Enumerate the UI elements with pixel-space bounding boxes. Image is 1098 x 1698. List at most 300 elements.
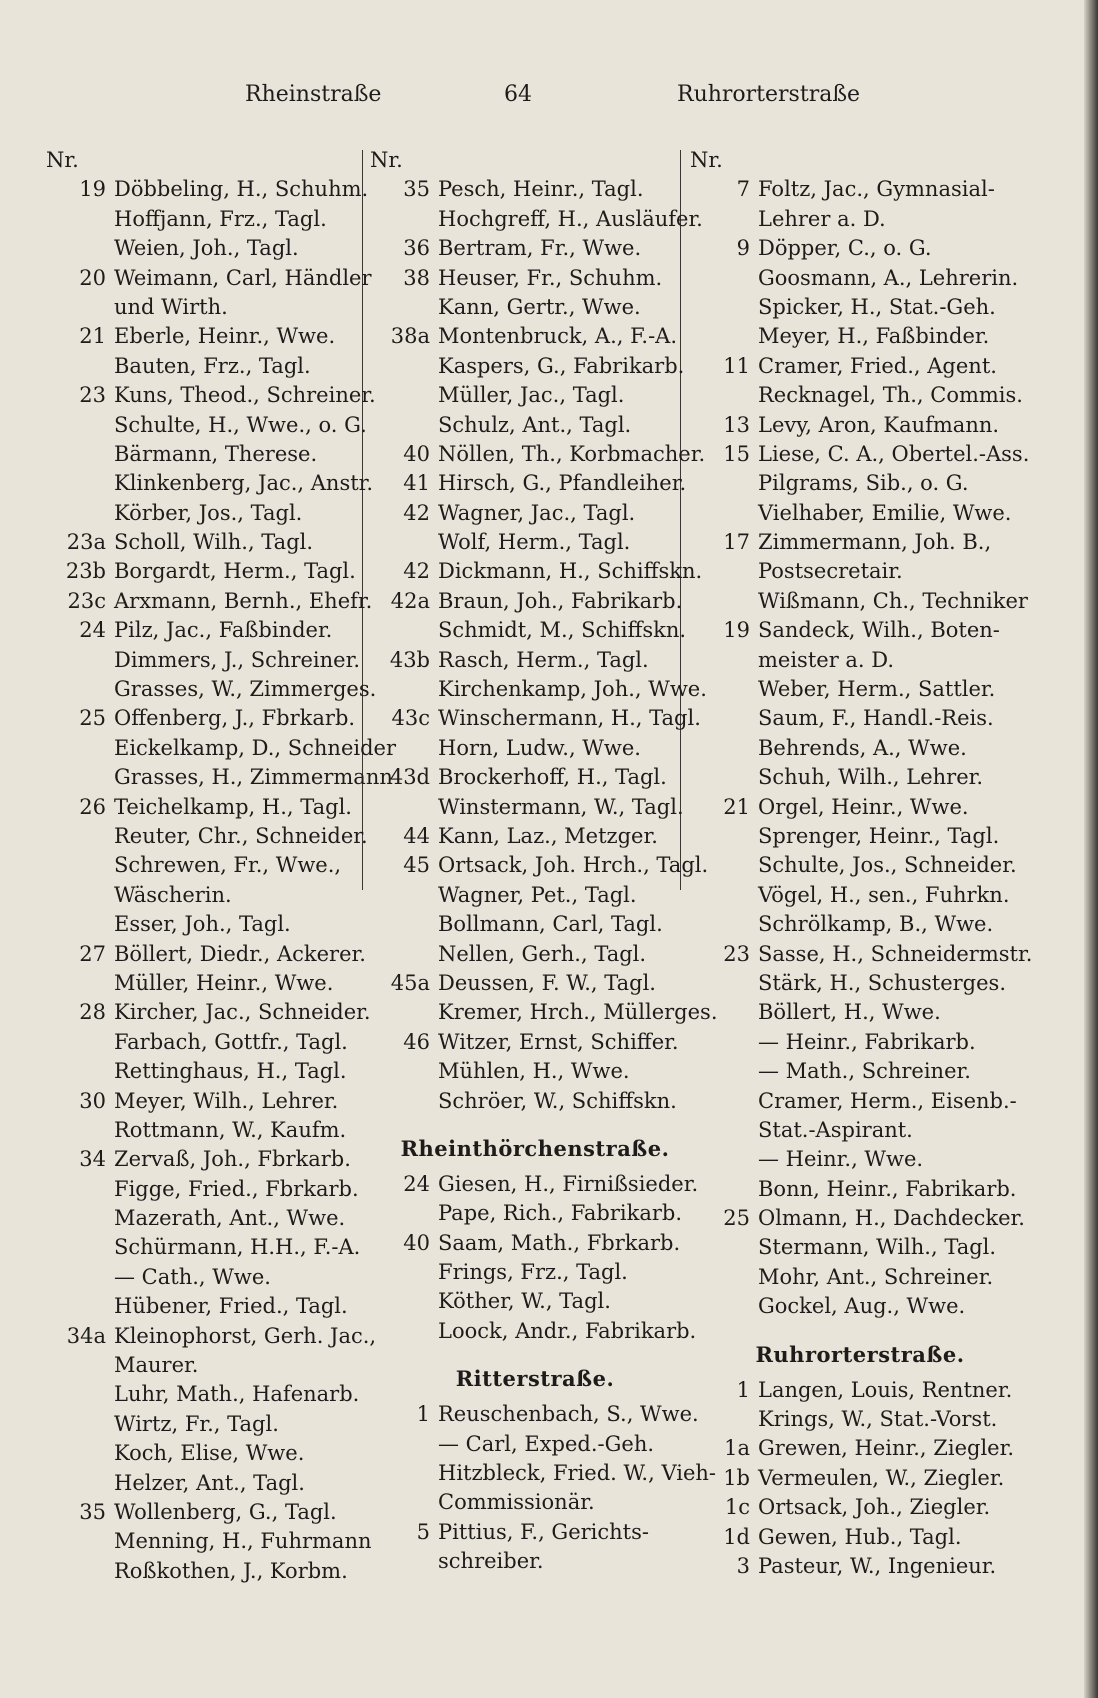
house-number xyxy=(690,704,758,733)
house-number xyxy=(370,352,438,381)
directory-entry xyxy=(46,205,376,234)
directory-entry xyxy=(46,175,376,204)
resident-entry: Kircher, Jac., Schneider. xyxy=(114,1000,371,1025)
resident-entry: Saum, F., Handl.-Reis. xyxy=(758,706,994,731)
house-number xyxy=(46,411,114,440)
directory-entry xyxy=(690,381,1030,410)
column-2 xyxy=(370,146,718,1577)
directory-entry xyxy=(690,322,1030,351)
house-number: 21 xyxy=(79,324,106,349)
house-number xyxy=(46,1380,114,1409)
resident-entry: Döpper, C., o. G. xyxy=(758,236,932,261)
resident-entry: Hirsch, G., Pfandleiher. xyxy=(438,471,687,496)
resident-entry: Pilgrams, Sib., o. G. xyxy=(758,471,969,496)
directory-entry xyxy=(690,1233,1030,1262)
house-number xyxy=(690,1116,758,1145)
house-number xyxy=(46,881,114,910)
house-number: 23 xyxy=(79,383,106,408)
house-number xyxy=(690,910,758,939)
resident-entry: Postsecretair. xyxy=(758,559,903,584)
directory-entry xyxy=(370,1547,700,1576)
resident-entry: Grasses, W., Zimmerges. xyxy=(114,677,377,702)
directory-entry xyxy=(370,793,700,822)
house-number xyxy=(46,293,114,322)
resident-entry: Cramer, Herm., Eisenb.- xyxy=(758,1088,1017,1113)
directory-entry xyxy=(690,1434,1030,1463)
resident-entry: Langen, Louis, Rentner. xyxy=(758,1377,1013,1402)
directory-entry xyxy=(46,734,396,763)
resident-entry: Kaspers, G., Fabrikarb. xyxy=(438,353,685,378)
directory-entry xyxy=(370,1488,700,1517)
resident-entry: Vermeulen, W., Ziegler. xyxy=(758,1465,1005,1490)
directory-entry xyxy=(46,1292,376,1321)
house-number: 9 xyxy=(736,236,750,261)
house-number xyxy=(370,1287,438,1316)
resident-entry: Schulz, Ant., Tagl. xyxy=(438,412,632,437)
house-number: 38a xyxy=(390,324,430,349)
house-number xyxy=(690,1087,758,1116)
house-number: 34 xyxy=(79,1147,106,1172)
directory-entry xyxy=(46,646,376,675)
directory-entry xyxy=(370,1287,700,1316)
house-number xyxy=(370,1087,438,1116)
directory-entry xyxy=(370,1170,700,1199)
resident-entry: Krings, W., Stat.-Vorst. xyxy=(758,1407,998,1432)
resident-entry: Nöllen, Th., Korbmacher. xyxy=(438,441,706,466)
directory-entry xyxy=(46,352,376,381)
house-number xyxy=(690,293,758,322)
header-left-street: Rheinstraße xyxy=(245,82,382,107)
directory-entry xyxy=(690,704,1030,733)
house-number: 26 xyxy=(79,794,106,819)
directory-entry xyxy=(690,969,1030,998)
resident-entry: Eberle, Heinr., Wwe. xyxy=(114,324,336,349)
house-number xyxy=(370,1430,438,1459)
directory-entry xyxy=(46,1351,376,1380)
house-number: 3 xyxy=(736,1553,750,1578)
directory-entry xyxy=(46,293,376,322)
directory-entry xyxy=(370,1459,717,1488)
directory-entry xyxy=(46,1439,376,1468)
house-number: 27 xyxy=(79,941,106,966)
nr-label: Nr. xyxy=(46,148,79,172)
house-number xyxy=(370,1258,438,1287)
house-number: 45 xyxy=(403,853,430,878)
resident-entry: Kuns, Theod., Schreiner. xyxy=(114,383,376,408)
resident-entry: Arxmann, Bernh., Ehefr. xyxy=(114,588,373,613)
house-number: 1b xyxy=(723,1465,750,1490)
resident-entry: Reuter, Chr., Schneider. xyxy=(114,823,368,848)
directory-entry xyxy=(46,1204,376,1233)
house-number xyxy=(690,469,758,498)
resident-entry: — Carl, Exped.-Geh. xyxy=(438,1431,655,1456)
directory-entry xyxy=(690,411,1030,440)
resident-entry: Roßkothen, J., Korbm. xyxy=(114,1558,348,1583)
resident-entry: Kirchenkamp, Joh., Wwe. xyxy=(438,677,707,702)
resident-entry: Gockel, Aug., Wwe. xyxy=(758,1294,966,1319)
directory-entry xyxy=(370,1087,700,1116)
resident-entry: Offenberg, J., Fbrkarb. xyxy=(114,706,356,731)
directory-entry xyxy=(690,1057,1030,1086)
resident-entry: Hoffjann, Frz., Tagl. xyxy=(114,206,327,231)
directory-entry xyxy=(46,381,376,410)
resident-entry: Wagner, Pet., Tagl. xyxy=(438,882,637,907)
house-number: 20 xyxy=(79,265,106,290)
house-number xyxy=(690,587,758,616)
directory-entry xyxy=(690,557,1030,586)
directory-entry xyxy=(370,734,700,763)
house-number: 43d xyxy=(389,765,430,790)
house-number: 23 xyxy=(723,941,750,966)
house-number xyxy=(46,205,114,234)
resident-entry: Menning, H., Fuhrmann xyxy=(114,1529,372,1554)
directory-entry xyxy=(46,411,376,440)
house-number xyxy=(370,1488,438,1517)
directory-entry xyxy=(690,1493,1030,1522)
house-number xyxy=(46,1351,114,1380)
directory-entry xyxy=(46,763,393,792)
directory-entry xyxy=(370,440,706,469)
house-number xyxy=(370,1459,438,1488)
directory-entry xyxy=(370,704,700,733)
house-number: 43c xyxy=(391,706,430,731)
house-number xyxy=(690,1175,758,1204)
house-number xyxy=(46,763,114,792)
resident-entry: — Math., Schreiner. xyxy=(758,1059,971,1084)
directory-entry xyxy=(690,1175,1030,1204)
directory-entry xyxy=(690,1204,1030,1233)
directory-entry xyxy=(370,646,700,675)
resident-entry: Pilz, Jac., Faßbinder. xyxy=(114,618,333,643)
section-heading: Ruhrorterstraße. xyxy=(755,1341,965,1367)
directory-entry xyxy=(370,557,703,586)
section-heading: Rheinthörchenstraße. xyxy=(400,1135,670,1161)
resident-entry: Levy, Aron, Kaufmann. xyxy=(758,412,1000,437)
header-right-street: Ruhrorterstraße xyxy=(677,82,861,107)
resident-entry: Schürmann, H.H., F.-A. xyxy=(114,1235,361,1260)
resident-entry: Eickelkamp, D., Schneider xyxy=(114,735,396,760)
resident-entry: Meyer, Wilh., Lehrer. xyxy=(114,1088,339,1113)
directory-entry xyxy=(46,234,376,263)
house-number xyxy=(46,1527,114,1556)
resident-entry: Bollmann, Carl, Tagl. xyxy=(438,912,663,937)
resident-entry: Brockerhoff, H., Tagl. xyxy=(438,765,667,790)
directory-entry xyxy=(46,1057,376,1086)
page-edge xyxy=(1084,0,1098,1698)
house-number: 35 xyxy=(79,1499,106,1524)
house-number xyxy=(370,675,438,704)
house-number: 1a xyxy=(724,1436,750,1461)
directory-entry xyxy=(46,940,376,969)
resident-entry: Spicker, H., Stat.-Geh. xyxy=(758,294,996,319)
resident-entry: Borgardt, Herm., Tagl. xyxy=(114,559,356,584)
resident-entry: — Cath., Wwe. xyxy=(114,1264,271,1289)
resident-entry: Bonn, Heinr., Fabrikarb. xyxy=(758,1176,1017,1201)
directory-entry xyxy=(46,1233,376,1262)
house-number xyxy=(46,440,114,469)
house-number xyxy=(46,969,114,998)
directory-entry xyxy=(690,440,1030,469)
house-number xyxy=(370,205,438,234)
resident-entry: Pape, Rich., Fabrikarb. xyxy=(438,1201,683,1226)
resident-entry: meister a. D. xyxy=(758,647,895,672)
resident-entry: Liese, C. A., Obertel.-Ass. xyxy=(758,441,1030,466)
house-number: 21 xyxy=(723,794,750,819)
house-number xyxy=(46,1557,114,1586)
resident-entry: Schulte, Jos., Schneider. xyxy=(758,853,1017,878)
directory-entry xyxy=(690,822,1030,851)
directory-entry xyxy=(46,1087,376,1116)
house-number xyxy=(46,1469,114,1498)
house-number: 19 xyxy=(79,177,106,202)
resident-entry: Klinkenberg, Jac., Anstr. xyxy=(114,471,374,496)
directory-entry xyxy=(690,793,1030,822)
directory-entry xyxy=(46,910,376,939)
resident-entry: Stermann, Wilh., Tagl. xyxy=(758,1235,997,1260)
resident-entry: Pittius, F., Gerichts- xyxy=(438,1519,649,1544)
resident-entry: Ortsack, Joh., Ziegler. xyxy=(758,1495,991,1520)
directory-entry xyxy=(690,646,1030,675)
resident-entry: Zimmermann, Joh. B., xyxy=(758,530,992,555)
directory-entry xyxy=(370,822,700,851)
house-number xyxy=(690,763,758,792)
resident-entry: Deussen, F. W., Tagl. xyxy=(438,970,656,995)
column-3 xyxy=(690,146,1033,1581)
house-number xyxy=(690,557,758,586)
directory-entry xyxy=(690,352,1030,381)
directory-entry xyxy=(46,616,376,645)
resident-entry: Wollenberg, G., Tagl. xyxy=(114,1499,337,1524)
house-number xyxy=(46,1263,114,1292)
directory-entry xyxy=(370,1400,700,1429)
house-number xyxy=(370,411,438,440)
house-number xyxy=(690,205,758,234)
house-number: 7 xyxy=(736,177,750,202)
directory-entry xyxy=(46,881,376,910)
resident-entry: Hübener, Fried., Tagl. xyxy=(114,1294,348,1319)
house-number: 25 xyxy=(723,1206,750,1231)
directory-entry xyxy=(46,998,376,1027)
resident-entry: Gewen, Hub., Tagl. xyxy=(758,1524,962,1549)
directory-entry xyxy=(690,264,1030,293)
house-number xyxy=(46,910,114,939)
house-number xyxy=(46,1233,114,1262)
directory-entry xyxy=(690,175,1030,204)
directory-entry xyxy=(690,881,1030,910)
resident-entry: Sprenger, Heinr., Tagl. xyxy=(758,823,1000,848)
house-number: 43b xyxy=(389,647,430,672)
resident-entry: Stärk, H., Schusterges. xyxy=(758,970,1007,995)
resident-entry: Luhr, Math., Hafenarb. xyxy=(114,1382,360,1407)
house-number xyxy=(46,352,114,381)
resident-entry: Dickmann, H., Schiffskn. xyxy=(438,559,703,584)
directory-entry xyxy=(690,234,1030,263)
directory-entry xyxy=(370,1229,700,1258)
house-number xyxy=(690,1292,758,1321)
directory-entry xyxy=(370,499,700,528)
resident-entry: Vögel, H., sen., Fuhrkn. xyxy=(758,882,1010,907)
house-number: 24 xyxy=(79,618,106,643)
resident-entry: Schuh, Wilh., Lehrer. xyxy=(758,765,984,790)
house-number: 34a xyxy=(66,1323,106,1348)
directory-entry xyxy=(46,1145,376,1174)
directory-entry xyxy=(46,793,376,822)
directory-entry xyxy=(690,1028,1030,1057)
resident-entry: Rasch, Herm., Tagl. xyxy=(438,647,649,672)
resident-entry: Braun, Joh., Fabrikarb. xyxy=(438,588,683,613)
house-number xyxy=(46,1292,114,1321)
resident-entry: Vielhaber, Emilie, Wwe. xyxy=(758,500,1012,525)
nr-label: Nr. xyxy=(370,148,403,172)
house-number xyxy=(690,675,758,704)
resident-entry: Loock, Andr., Fabrikarb. xyxy=(438,1318,697,1343)
directory-entry xyxy=(690,910,1030,939)
house-number xyxy=(370,616,438,645)
resident-entry: Horn, Ludw., Wwe. xyxy=(438,735,641,760)
resident-entry: Pasteur, W., Ingenieur. xyxy=(758,1553,997,1578)
house-number: 5 xyxy=(416,1519,430,1544)
directory-entry xyxy=(690,1263,1030,1292)
resident-entry: und Wirth. xyxy=(114,294,228,319)
resident-entry: Hitzbleck, Fried. W., Vieh- xyxy=(438,1461,717,1486)
column-1 xyxy=(46,146,396,1586)
resident-entry: Commissionär. xyxy=(438,1490,595,1515)
resident-entry: Bertram, Fr., Wwe. xyxy=(438,236,642,261)
resident-entry: Grewen, Heinr., Ziegler. xyxy=(758,1436,1014,1461)
directory-entry xyxy=(370,587,700,616)
house-number xyxy=(690,499,758,528)
directory-entry xyxy=(690,940,1033,969)
house-number: 1c xyxy=(724,1495,750,1520)
house-number xyxy=(46,499,114,528)
directory-entry xyxy=(690,1292,1030,1321)
directory-entry xyxy=(370,910,700,939)
directory-entry xyxy=(370,352,700,381)
directory-entry xyxy=(690,851,1030,880)
directory-entry xyxy=(370,322,700,351)
resident-entry: Zervaß, Joh., Fbrkarb. xyxy=(114,1147,351,1172)
house-number xyxy=(370,1547,438,1576)
directory-entry xyxy=(370,1518,700,1547)
resident-entry: Köther, W., Tagl. xyxy=(438,1289,611,1314)
resident-entry: Döbbeling, H., Schuhm. xyxy=(114,177,369,202)
house-number xyxy=(370,793,438,822)
house-number xyxy=(690,822,758,851)
house-number xyxy=(46,469,114,498)
house-number xyxy=(690,1405,758,1434)
directory-entry xyxy=(370,1317,700,1346)
directory-entry xyxy=(46,1527,376,1556)
resident-entry: Schrölkamp, B., Wwe. xyxy=(758,912,994,937)
directory-entry xyxy=(46,1263,376,1292)
house-number: 30 xyxy=(79,1088,106,1113)
directory-entry xyxy=(370,763,700,792)
resident-entry: Körber, Jos., Tagl. xyxy=(114,500,303,525)
resident-entry: Farbach, Gottfr., Tagl. xyxy=(114,1029,348,1054)
resident-entry: Foltz, Jac., Gymnasial- xyxy=(758,177,995,202)
house-number: 1d xyxy=(723,1524,750,1549)
resident-entry: Dimmers, J., Schreiner. xyxy=(114,647,361,672)
directory-entry xyxy=(370,1199,700,1228)
house-number xyxy=(370,734,438,763)
house-number: 38 xyxy=(403,265,430,290)
house-number xyxy=(690,1263,758,1292)
directory-entry xyxy=(690,587,1030,616)
house-number xyxy=(46,734,114,763)
directory-entry xyxy=(46,587,376,616)
directory-entry xyxy=(370,264,700,293)
house-number: 23b xyxy=(65,559,106,584)
resident-entry: Giesen, H., Firnißsieder. xyxy=(438,1171,699,1196)
resident-entry: Wißmann, Ch., Techniker xyxy=(758,588,1028,613)
directory-entry xyxy=(370,616,700,645)
directory-entry xyxy=(46,557,376,586)
directory-entry xyxy=(690,499,1030,528)
resident-entry: Bauten, Frz., Tagl. xyxy=(114,353,311,378)
directory-entry xyxy=(370,940,700,969)
resident-entry: Wolf, Herm., Tagl. xyxy=(438,530,631,555)
directory-entry xyxy=(46,675,376,704)
house-number xyxy=(370,381,438,410)
resident-entry: Wäscherin. xyxy=(114,882,232,907)
directory-entry xyxy=(46,1410,376,1439)
house-number xyxy=(370,940,438,969)
house-number: 23c xyxy=(67,588,106,613)
resident-entry: Wagner, Jac., Tagl. xyxy=(438,500,636,525)
directory-entry xyxy=(46,440,376,469)
resident-entry: — Heinr., Fabrikarb. xyxy=(758,1029,976,1054)
directory-entry xyxy=(690,1464,1030,1493)
house-number xyxy=(46,822,114,851)
house-number xyxy=(690,322,758,351)
directory-entry xyxy=(46,1322,376,1351)
directory-entry xyxy=(690,293,1030,322)
house-number xyxy=(46,851,114,880)
directory-entry xyxy=(370,969,700,998)
resident-entry: Rettinghaus, H., Tagl. xyxy=(114,1059,347,1084)
resident-entry: Montenbruck, A., F.-A. xyxy=(438,324,678,349)
resident-entry: Kleinophorst, Gerh. Jac., xyxy=(114,1323,377,1348)
directory-entry xyxy=(46,704,376,733)
resident-entry: Goosmann, A., Lehrerin. xyxy=(758,265,1019,290)
directory-entry xyxy=(46,499,376,528)
house-number xyxy=(370,910,438,939)
house-number: 17 xyxy=(723,530,750,555)
directory-entry xyxy=(370,381,700,410)
resident-entry: Sandeck, Wilh., Boten- xyxy=(758,618,1000,643)
directory-entry xyxy=(46,1469,376,1498)
directory-entry xyxy=(46,969,376,998)
resident-entry: Kann, Gertr., Wwe. xyxy=(438,294,641,319)
resident-entry: Reuschenbach, S., Wwe. xyxy=(438,1402,699,1427)
directory-entry xyxy=(370,1057,700,1086)
resident-entry: Meyer, H., Faßbinder. xyxy=(758,324,990,349)
resident-entry: Helzer, Ant., Tagl. xyxy=(114,1470,305,1495)
directory-entry xyxy=(46,1175,376,1204)
house-number xyxy=(690,1233,758,1262)
house-number: 28 xyxy=(79,1000,106,1025)
house-number xyxy=(370,1199,438,1228)
directory-entry xyxy=(690,1116,1030,1145)
resident-entry: Schmidt, M., Schiffskn. xyxy=(438,618,687,643)
directory-entry xyxy=(690,763,1030,792)
resident-entry: Schröer, W., Schiffskn. xyxy=(438,1088,677,1113)
directory-entry xyxy=(46,1116,376,1145)
house-number: 42 xyxy=(403,500,430,525)
resident-entry: Rottmann, W., Kaufm. xyxy=(114,1117,347,1142)
directory-entry xyxy=(370,234,700,263)
house-number xyxy=(690,851,758,880)
